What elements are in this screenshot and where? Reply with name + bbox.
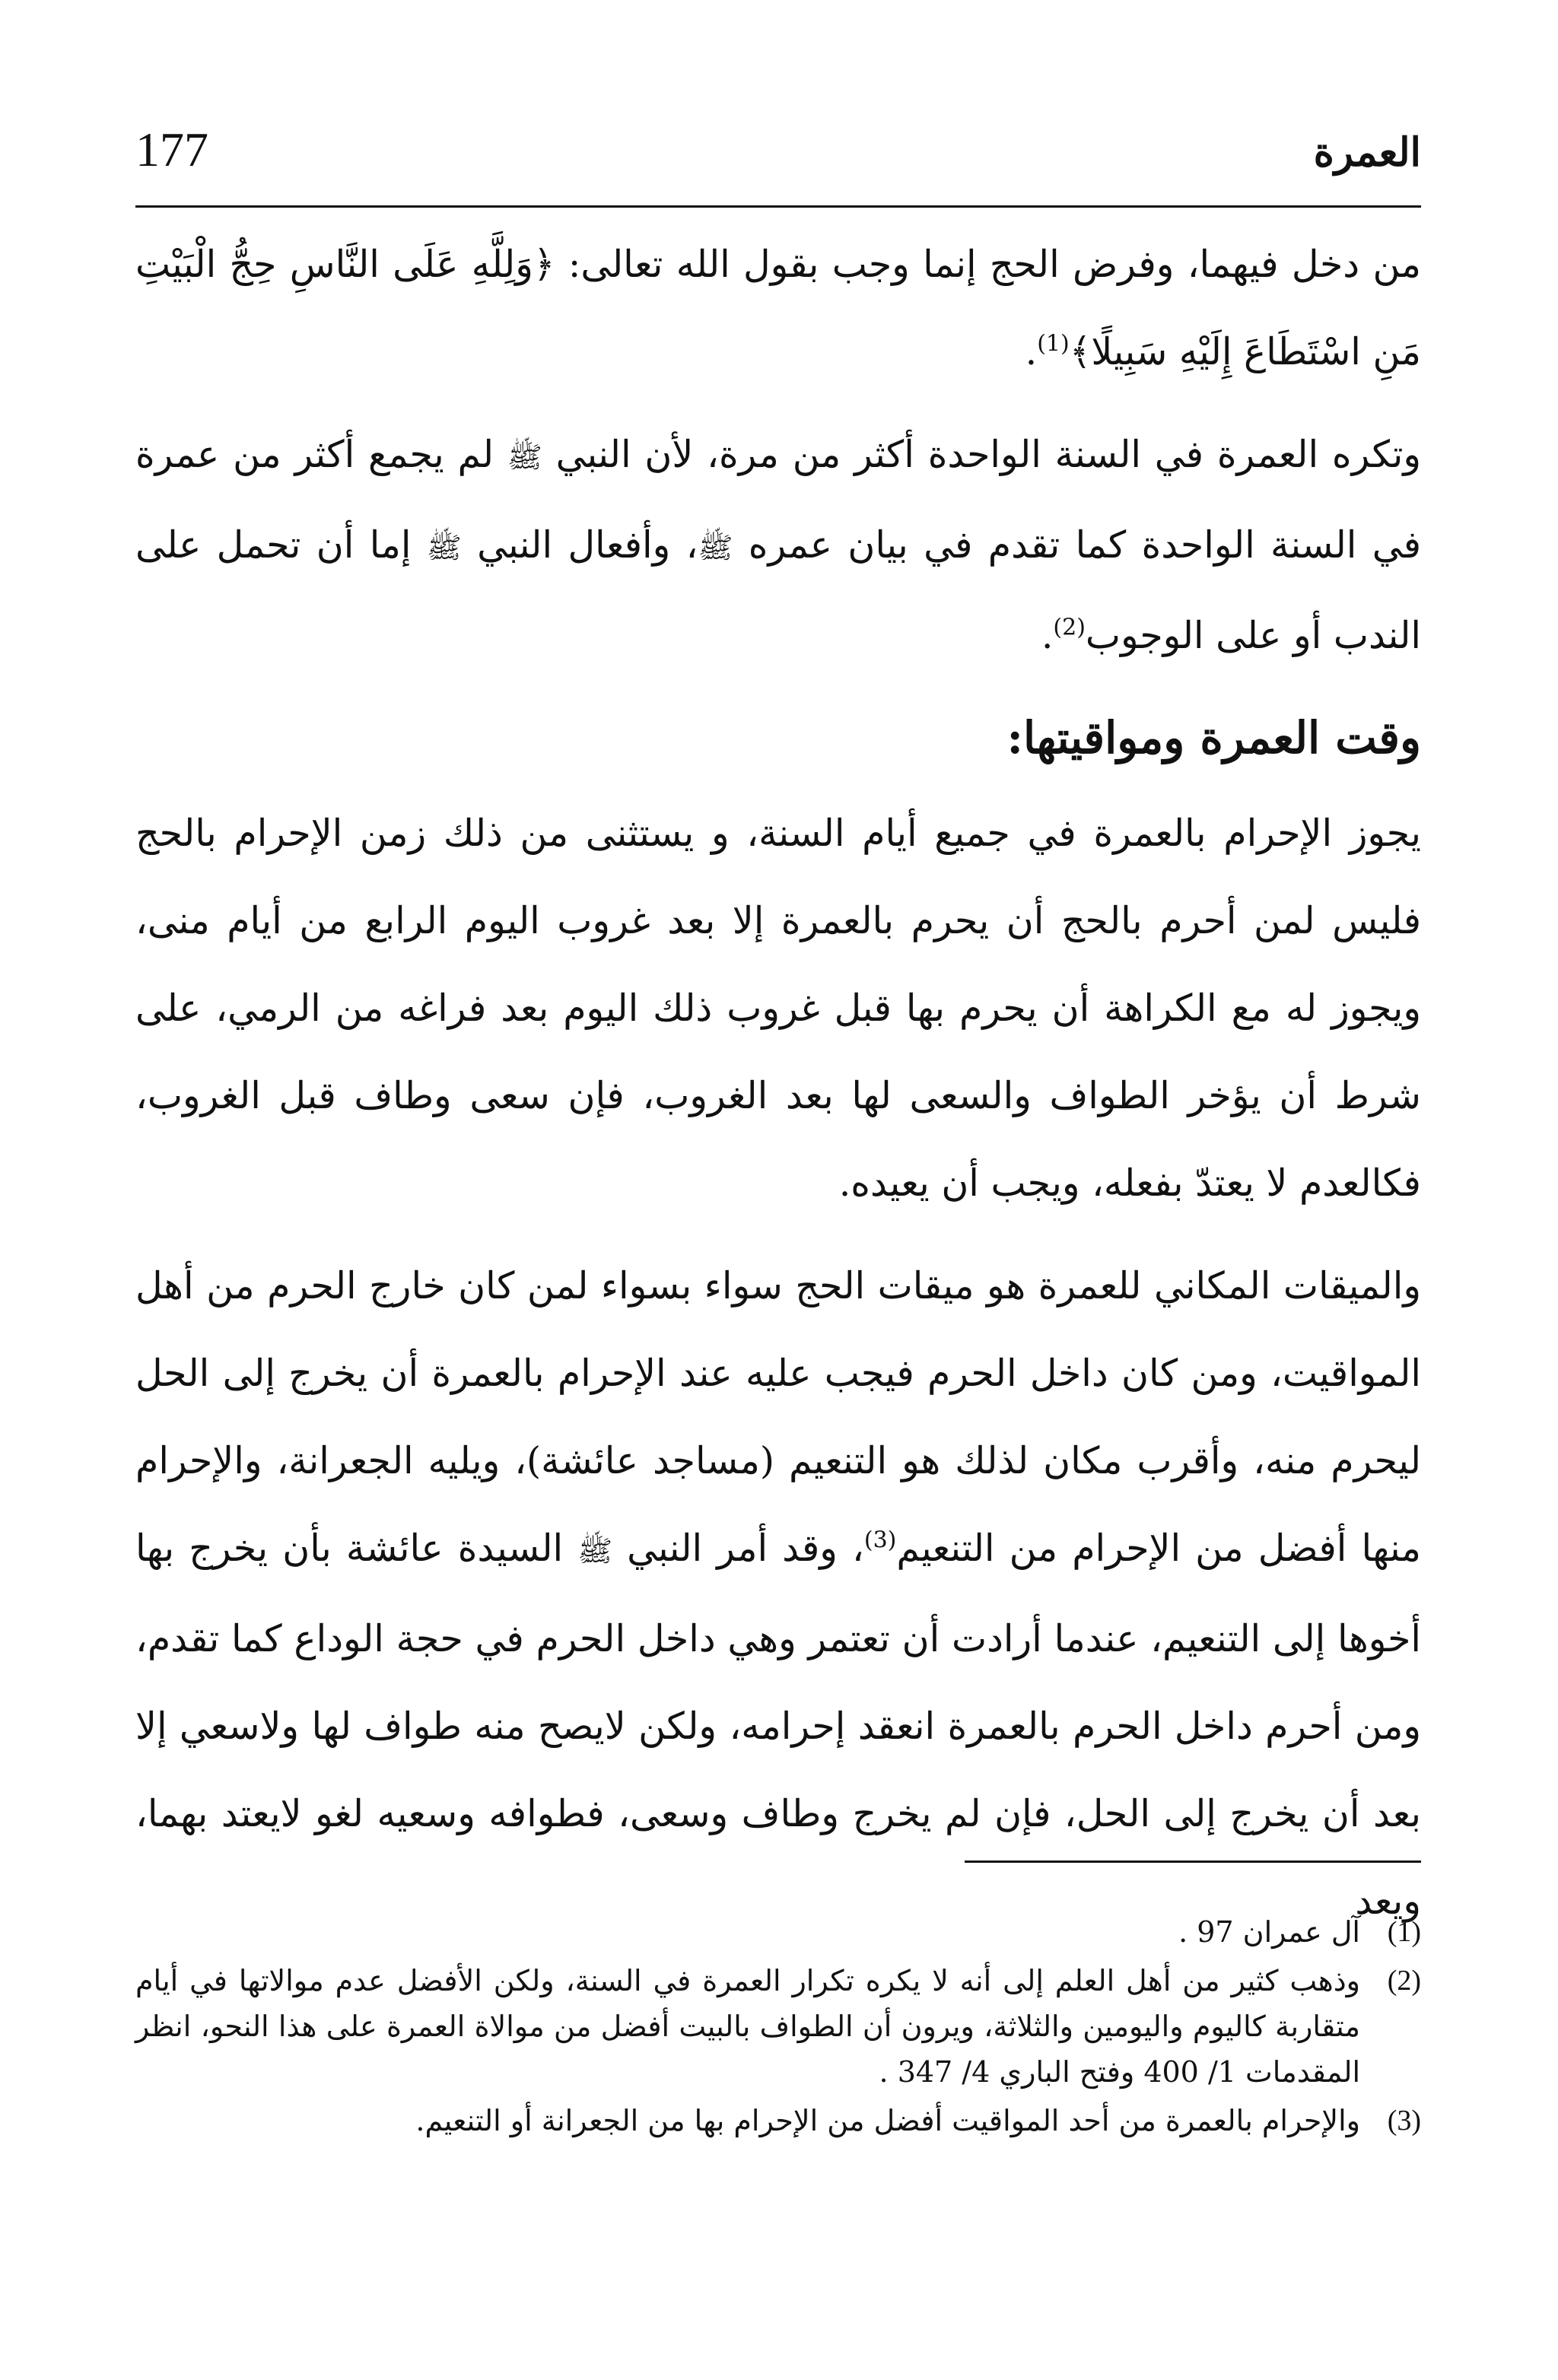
footnote-number: (2) <box>1387 1965 1421 1997</box>
page-number: 177 <box>135 122 208 176</box>
footnote-number: (3) <box>1387 2105 1421 2137</box>
page-header <box>135 114 1421 205</box>
salla-symbol: ﷺ <box>507 440 542 474</box>
paragraph-2-text-d: إما أن تحمل على الندب أو على الوجوب <box>135 523 1421 657</box>
paragraph-3: يجوز الإحرام بالعمرة في جميع أيام السنة، و يستثنى من ذلك زمن الإحرام بالحج فليس لمن أحرم بالحج أن يحرم بالعمرة إلا بعد غروب اليوم الرابع من أيام منى، ويجوز له مع الكراهة أن يحرم بها قبل غروب ذلك اليوم بعد فراغه من الرمي، على شرط أن يؤخر الطواف والسعى لها بعد الغروب، فإن سعى وطاف قبل الغروب، فكالعدم لا يعتدّ بفعله، ويجب أن يعيده. <box>135 812 1421 1205</box>
footnote-rule <box>965 1860 1421 1863</box>
footnotes <box>135 1909 1421 2146</box>
paragraph-4 <box>135 1242 1421 1945</box>
paragraph-4-text-c: السيدة عائشة بأن يخرج بها أخوها إلى التنعيم، عندما أرادت أن تعتمر وهي داخل الحرم في حجة الوداع كما تقدم، ومن أحرم داخل الحرم بالعمرة انعقد إحرامه، ولكن لايصح منه طواف لها ولاسعي إلا بعد أن يخرج إلى الحل، فإن لم يخرج وطاف وسعى، فطوافه وسعيه لغو لايعتد بهما، ويعد <box>135 1527 1421 1923</box>
salla-symbol: ﷺ <box>577 1534 613 1568</box>
paragraph-2-end: . <box>1041 614 1054 657</box>
footnote-ref-2[interactable]: (2) <box>1053 614 1086 641</box>
footnote-ref-3[interactable]: (3) <box>863 1527 897 1554</box>
paragraph-1 <box>135 221 1421 396</box>
paragraph-1-end: . <box>1025 330 1038 373</box>
header-rule <box>135 205 1421 208</box>
section-heading: وقت العمرة ومواقيتها: <box>1006 712 1421 764</box>
paragraph-1-text: من دخل فيهما، وفرض الحج إنما وجب بقول الله تعالى: ﴿وَلِلَّهِ عَلَى النَّاسِ حِجُّ الْبَيْتِ مَنِ اسْتَطَاعَ إِلَيْهِ سَبِيلًا﴾ <box>135 243 1421 373</box>
main-text <box>135 221 1421 1960</box>
footnote-text: وذهب كثير من أهل العلم إلى أنه لا يكره تكرار العمرة في السنة، ولكن الأفضل عدم موالاتها في أيام متقاربة كاليوم واليومين والثلاثة، ويرون أن الطواف بالبيت أفضل من موالاة العمرة على هذا النحو، انظر المقدمات 1/ 400 وفتح الباري 4/ 347 . <box>135 1964 1360 2089</box>
footnote-item <box>135 1909 1421 1955</box>
paragraph-2 <box>135 411 1421 679</box>
footnote-number: (1) <box>1387 1916 1421 1948</box>
footnote-item <box>135 1958 1421 2095</box>
paragraph-2-text-a: وتكره العمرة في السنة الواحدة أكثر من مرة، لأن النبي <box>542 433 1421 476</box>
running-title: العمرة <box>1313 129 1421 176</box>
paragraph-2-text-c: ، وأفعال النبي <box>461 523 698 567</box>
footnote-ref-1[interactable]: (1) <box>1037 330 1070 357</box>
paragraph-2-text-b: لم يجمع أكثر من عمرة في السنة الواحدة كما تقدم في بيان عمره <box>135 433 1421 567</box>
paragraph-4-text-b: ، وقد أمر النبي <box>612 1527 864 1570</box>
footnote-text: والإحرام بالعمرة من أحد المواقيت أفضل من الإحرام بها من الجعرانة أو التنعيم. <box>415 2104 1360 2137</box>
paragraph-4-text-a: والميقات المكاني للعمرة هو ميقات الحج سواء بسواء لمن كان خارج الحرم من أهل المواقيت، ومن كان داخل الحرم فيجب عليه عند الإحرام بالعمرة أن يخرج إلى الحل ليحرم منه، وأقرب مكان لذلك هو التنعيم (مساجد عائشة)، ويليه الجعرانة، والإحرام منها أفضل من الإحرام من التنعيم <box>135 1264 1421 1570</box>
salla-symbol: ﷺ <box>426 531 462 564</box>
footnote-item <box>135 2098 1421 2143</box>
salla-symbol: ﷺ <box>698 531 733 564</box>
footnote-text: آل عمران 97 . <box>1178 1915 1360 1949</box>
